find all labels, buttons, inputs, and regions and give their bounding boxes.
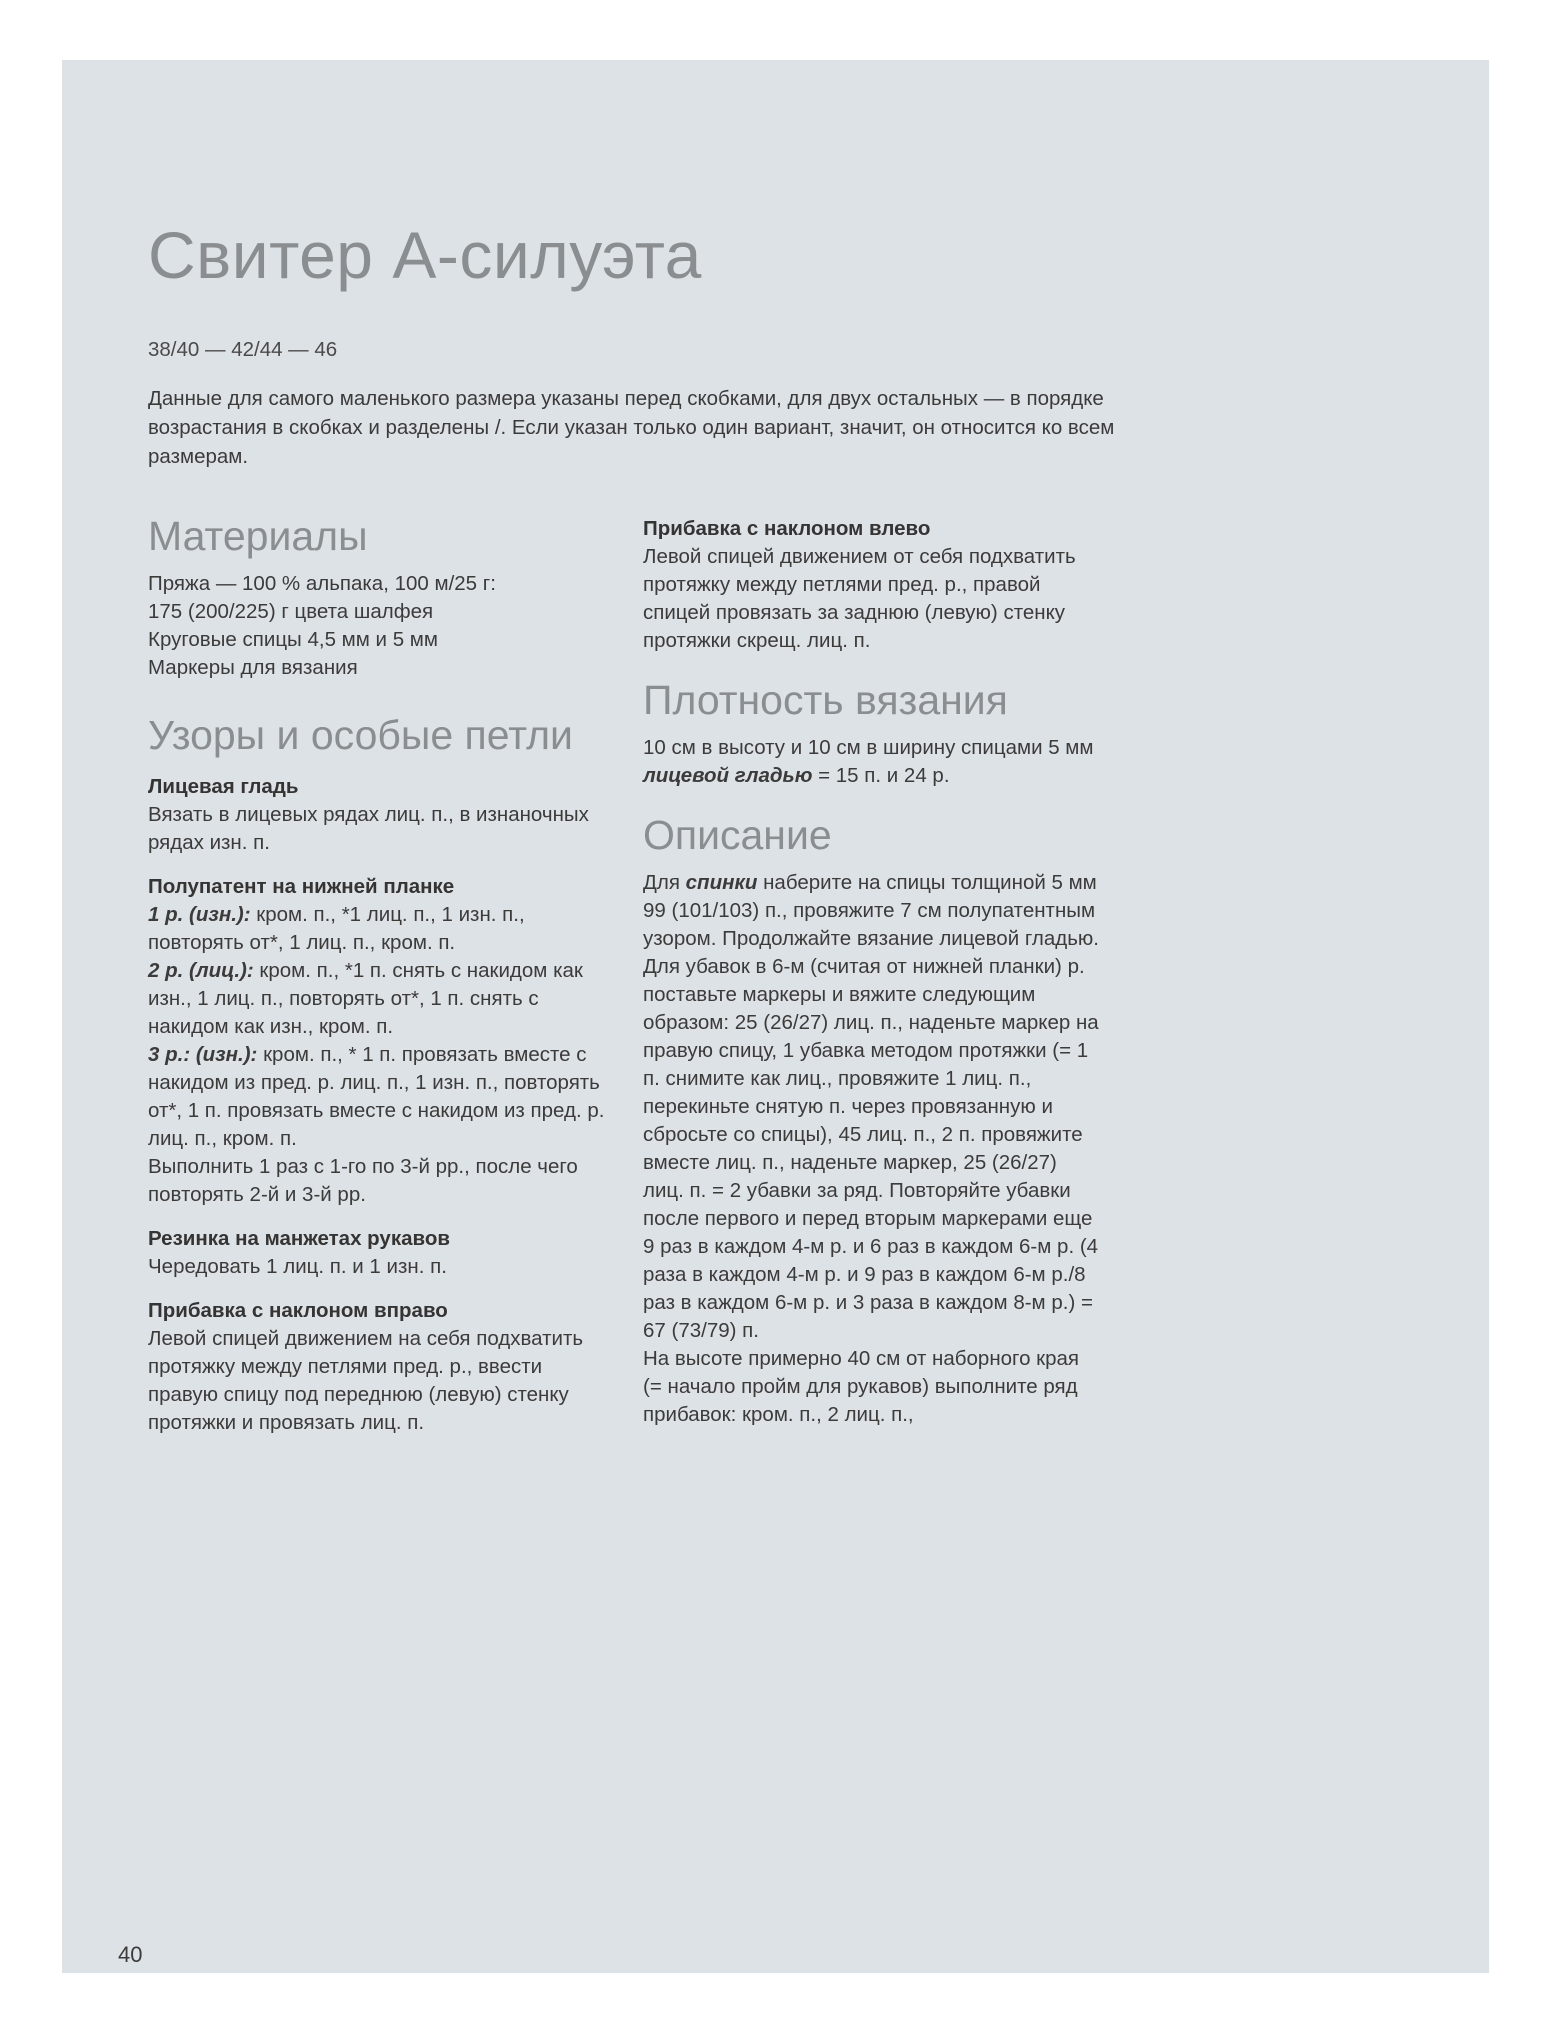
description-p1-after: наберите на спицы толщиной 5 мм 99 (101/103) п., провяжите 7 см полупатентным узором. Продолжайте вязание лицевой гладью. <box>643 871 1099 951</box>
increase-left-text: Левой спицей движением от себя подхватить протяжку между петлями пред. р., правой спицей провязать за заднюю (левую) стенку протяжки скрещ. лиц. п. <box>643 545 1076 652</box>
two-column-layout <box>148 515 1489 1437</box>
subheading-rib: Резинка на манжетах рукавов <box>148 1227 450 1251</box>
row-text: кром. п., *1 лиц. п., 1 изн. п., повторять от*, 1 лиц. п., кром. п. <box>148 903 525 955</box>
subheading-increase-right: Прибавка с наклоном вправо <box>148 1299 448 1323</box>
description-p1-bold: спинки <box>685 871 758 895</box>
description-p1-before: Для <box>643 871 686 895</box>
row-label: 1 р. (изн.): <box>148 903 251 927</box>
row-text: кром. п., *1 п. снять с накидом как изн., 1 лиц. п., повторять от*, 1 п. снять с накидом как изн., кром. п. <box>148 959 583 1039</box>
materials-line: Маркеры для вязания <box>148 656 358 680</box>
section-heading-description: Описание <box>643 812 832 859</box>
stockinette-text: Вязать в лицевых рядах лиц. п., в изнаночных рядах изн. п. <box>148 803 589 855</box>
sizes-line: 38/40 — 42/44 — 46 <box>148 338 338 361</box>
materials-line: Круговые спицы 4,5 мм и 5 мм <box>148 628 438 652</box>
increase-right-text: Левой спицей движением на себя подхватить протяжку между петлями пред. р., ввести правую спицу под переднюю (левую) стенку протяжки и провязать лиц. п. <box>148 1327 584 1435</box>
gauge-text <box>643 734 1100 790</box>
gauge-text-bold: лицевой гладью <box>643 764 813 788</box>
section-heading-gauge: Плотность вязания <box>643 677 1008 723</box>
right-column <box>643 515 1100 1437</box>
description-paragraph-1 <box>643 869 1100 953</box>
intro-paragraph: Данные для самого маленького размера указаны перед скобками, для двух остальных — в порядке возрастания в скобках и разделены /. Если указан только один вариант, значит, он относится ко всем размерам. <box>148 387 1115 468</box>
subheading-stockinette: Лицевая гладь <box>148 775 299 799</box>
subheading-increase-left: Прибавка с наклоном влево <box>643 517 931 540</box>
section-heading-patterns: Узоры и особые петли <box>148 712 573 759</box>
rib-text: Чередовать 1 лиц. п. и 1 изн. п. <box>148 1255 447 1279</box>
gauge-text-after: = 15 п. и 24 р. <box>812 764 950 788</box>
row-label: 3 р.: (изн.): <box>148 1043 258 1067</box>
left-column <box>148 515 605 1437</box>
page-number: 40 <box>118 1942 143 1967</box>
gauge-text-before: 10 см в высоту и 10 см в ширину спицами 5 мм <box>643 736 1094 760</box>
half-patent-row-3 <box>148 1041 605 1153</box>
row-text: кром. п., * 1 п. провязать вместе с накидом из пред. р. лиц. п., 1 изн. п., повторять от*, 1 п. провязать вместе с накидом из пред. р. лиц. п., кром. п. <box>148 1043 605 1151</box>
materials-line: 175 (200/225) г цвета шалфея <box>148 600 434 624</box>
half-patent-note: Выполнить 1 раз с 1-го по 3-й рр., после чего повторять 2-й и 3-й рр. <box>148 1155 578 1207</box>
subheading-half-patent: Полупатент на нижней планке <box>148 875 455 899</box>
content-panel <box>62 60 1489 1973</box>
page-title: Свитер А-силуэта <box>148 218 702 292</box>
half-patent-row-2 <box>148 957 605 1041</box>
description-paragraph-2: Для убавок в 6-м (считая от нижней планки) р. поставьте маркеры и вяжите следующим образом: 25 (26/27) лиц. п., наденьте маркер на правую спицу, 1 убавка методом протяжки (= 1 п. снимите как лиц., провяжите 1 лиц. п., перекиньте снятую п. через провязанную и сбросьте со спицы), 45 лиц. п., 2 п. провяжите вместе лиц. п., наденьте маркер, 25 (26/27) лиц. п. = 2 убавки за ряд. Повторяйте убавки после первого и перед вторым маркерами еще 9 раз в каждом 4-м р. и 6 раз в каждом 6-м р. (4 раза в каждом 4-м р. и 9 раз в каждом 6-м р./8 раз в каждом 6-м р. и 3 раза в каждом 8-м р.) = 67 (73/79) п. <box>643 955 1099 1343</box>
materials-line: Пряжа — 100 % альпака, 100 м/25 г: <box>148 572 496 596</box>
half-patent-row-1 <box>148 901 605 957</box>
description-paragraph-3: На высоте примерно 40 см от наборного края (= начало пройм для рукавов) выполните ряд прибавок: кром. п., 2 лиц. п., <box>643 1347 1080 1427</box>
row-label: 2 р. (лиц.): <box>148 959 254 983</box>
section-heading-materials: Материалы <box>148 513 368 559</box>
